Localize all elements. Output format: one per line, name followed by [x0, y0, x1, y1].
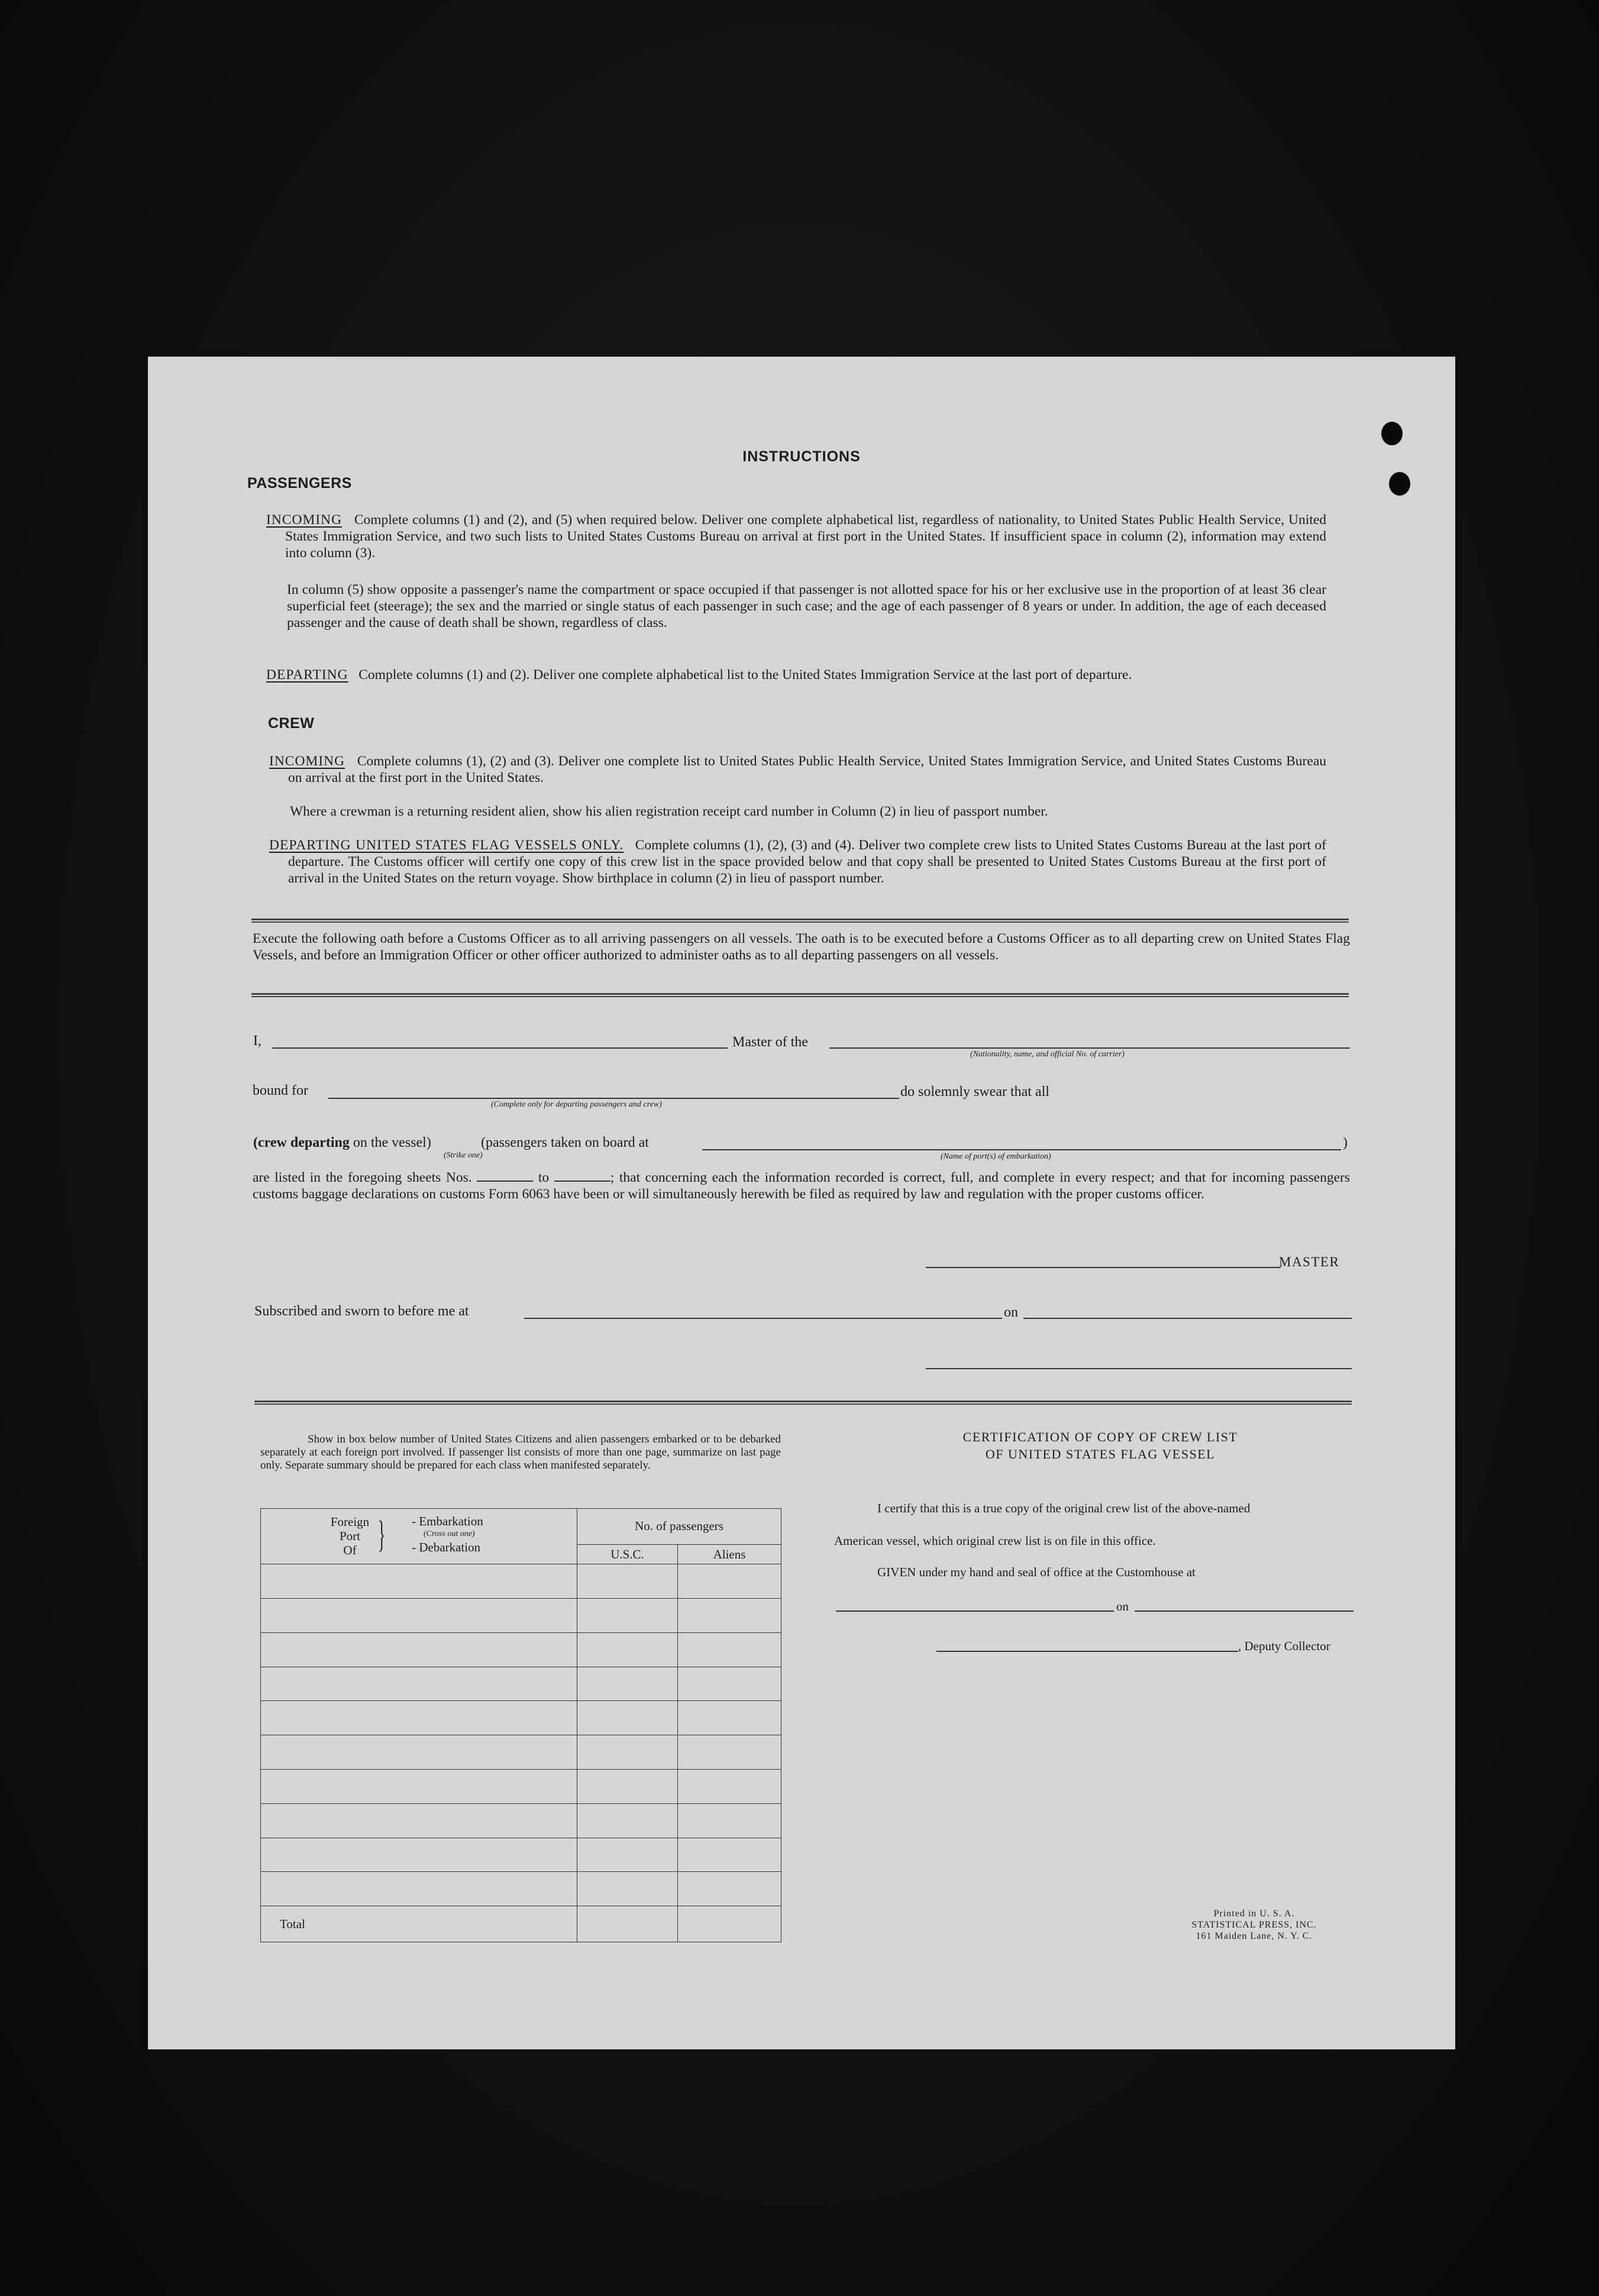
- master-of-the-label: Master of the: [732, 1034, 808, 1050]
- port-label: Port: [339, 1529, 360, 1543]
- on-the-vessel-label: on the vessel): [353, 1135, 431, 1150]
- summary-entry-row: [261, 1769, 781, 1803]
- summary-aliens-cell[interactable]: [678, 1872, 781, 1906]
- subscribed-on-label: on: [1004, 1305, 1018, 1320]
- swear-label: do solemnly swear that all: [900, 1084, 1049, 1100]
- passengers-heading: PASSENGERS: [247, 475, 352, 491]
- crew-departing-vessel-label: [253, 1135, 431, 1151]
- subscribed-place-field[interactable]: [524, 1318, 1002, 1319]
- departing-label: DEPARTING: [266, 667, 348, 683]
- summary-entry-row: [261, 1735, 781, 1770]
- customhouse-field[interactable]: [836, 1611, 1114, 1612]
- passenger-summary-table: [260, 1508, 781, 1942]
- divider-1: [251, 919, 1349, 923]
- usc-header: U.S.C.: [577, 1544, 678, 1564]
- port-header-cell: [261, 1509, 577, 1564]
- embarkation-label: - Embarkation: [412, 1514, 483, 1528]
- summary-usc-cell[interactable]: [577, 1735, 678, 1770]
- divider-3: [254, 1401, 1352, 1405]
- summary-entry-row: [261, 1599, 781, 1633]
- incoming-label: INCOMING: [266, 512, 343, 528]
- summary-port-cell[interactable]: [261, 1769, 577, 1803]
- certification-title-line1: CERTIFICATION OF COPY OF CREW LIST: [962, 1430, 1238, 1444]
- summary-usc-cell[interactable]: [577, 1701, 678, 1735]
- binder-hole-bottom: [1389, 472, 1410, 496]
- listed-2: ; that concerning each the information recorded is correct, full, and complete in every respect; and that for incoming passengers customs baggage declarations on customs Form 6063 have been or will simultaneously herewith be filed as required by law and regulation with the proper customs officer.: [253, 1170, 1351, 1202]
- summary-entry-row: [261, 1838, 781, 1872]
- listed-to: to: [538, 1170, 550, 1185]
- certify-line2: American vessel, which original crew list is on file in this office.: [834, 1534, 1156, 1548]
- certification-title-line2: OF UNITED STATES FLAG VESSEL: [985, 1447, 1216, 1461]
- printer-imprint: [1165, 1908, 1343, 1942]
- imprint-line3: 161 Maiden Lane, N. Y. C.: [1196, 1931, 1313, 1941]
- certification-on-label: on: [1116, 1599, 1129, 1613]
- summary-aliens-cell[interactable]: [678, 1667, 781, 1701]
- summary-instruction: Show in box below number of United States Citizens and alien passengers embarked or to be debarked separately at each foreign port involved. If passenger list consists of more than one page, summarize on last page only. Separate summary should be prepared for each class when manifested separately.: [260, 1433, 781, 1472]
- summary-port-cell[interactable]: [261, 1599, 577, 1633]
- form-page: [148, 357, 1455, 2049]
- crew-departing-label: DEPARTING UNITED STATES FLAG VESSELS ONLY.: [269, 837, 624, 853]
- departing-text: Complete columns (1) and (2). Deliver one complete alphabetical list to the United States Immigration Service at the last port of departure.: [358, 667, 1132, 683]
- instructions-title: INSTRUCTIONS: [742, 448, 861, 465]
- summary-entry-row: [261, 1701, 781, 1735]
- summary-usc-cell[interactable]: [577, 1838, 678, 1872]
- strike-note: (Strike one): [444, 1151, 483, 1160]
- subscribed-label: Subscribed and sworn to before me at: [254, 1304, 469, 1319]
- oath-instruction: Execute the following oath before a Customs Officer as to all arriving passengers on all vessels. The oath is to be executed before a Customs Officer as to all departing crew on United States Flag Vessels, and before an Immigration Officer or other officer authorized to administer oaths as to all departing passengers on all vessels.: [253, 931, 1350, 963]
- summary-rows: [261, 1564, 781, 1906]
- incoming-text: Complete columns (1) and (2), and (5) when required below. Deliver one complete alphabetical list, regardless of nationality, to United States Public Health Service, United States Immigration Service, and two such lists to United States Customs Bureau on arrival at first port in the United States. If insufficient space in column (2), information may extend into column (3).: [285, 512, 1326, 561]
- cross-out-note: (Cross out one): [424, 1529, 475, 1538]
- summary-aliens-cell[interactable]: [678, 1803, 781, 1838]
- imprint-line1: Printed in U. S. A.: [1213, 1909, 1295, 1919]
- summary-port-cell[interactable]: [261, 1803, 577, 1838]
- summary-aliens-cell[interactable]: [678, 1735, 781, 1770]
- crew-departing-instruction: [269, 837, 1326, 887]
- crew-departing-bold: (crew departing: [253, 1135, 350, 1150]
- summary-entry-row: [261, 1632, 781, 1667]
- binder-hole-top: [1381, 422, 1403, 445]
- subscribed-date-field[interactable]: [1023, 1318, 1352, 1319]
- of-label: Of: [343, 1543, 357, 1557]
- deputy-collector-label: , Deputy Collector: [1238, 1639, 1330, 1653]
- summary-port-cell[interactable]: [261, 1872, 577, 1906]
- master-label: MASTER: [1279, 1254, 1340, 1269]
- summary-entry-row: [261, 1803, 781, 1838]
- carrier-note: (Nationality, name, and official No. of carrier): [970, 1050, 1125, 1059]
- crew-heading: CREW: [268, 715, 315, 732]
- summary-port-cell[interactable]: [261, 1735, 577, 1770]
- master-signature-field[interactable]: [926, 1267, 1281, 1268]
- summary-port-cell[interactable]: [261, 1838, 577, 1872]
- summary-usc-cell[interactable]: [577, 1564, 678, 1599]
- crewman-instruction: Where a crewman is a returning resident alien, show his alien registration receipt card number in Column (2) in lieu of passport number.: [290, 804, 1048, 819]
- listed-1: are listed in the foregoing sheets Nos.: [253, 1170, 472, 1185]
- summary-aliens-cell[interactable]: [678, 1632, 781, 1667]
- passengers-departing-instruction: [266, 667, 1326, 683]
- summary-usc-cell[interactable]: [577, 1872, 678, 1906]
- oath-i-label: I,: [253, 1033, 261, 1049]
- summary-usc-cell[interactable]: [577, 1803, 678, 1838]
- summary-aliens-cell[interactable]: [678, 1701, 781, 1735]
- summary-aliens-cell[interactable]: [678, 1838, 781, 1872]
- summary-aliens-cell[interactable]: [678, 1769, 781, 1803]
- no-of-passengers-header: No. of passengers: [577, 1509, 781, 1545]
- given-line: GIVEN under my hand and seal of office at the Customhouse at: [877, 1565, 1196, 1579]
- summary-entry-row: [261, 1564, 781, 1599]
- bound-for-field[interactable]: [328, 1098, 899, 1099]
- summary-usc-cell[interactable]: [577, 1667, 678, 1701]
- summary-aliens-cell[interactable]: [678, 1564, 781, 1599]
- summary-entry-row: [261, 1667, 781, 1701]
- summary-port-cell[interactable]: [261, 1701, 577, 1735]
- summary-usc-cell[interactable]: [577, 1599, 678, 1633]
- ports-note: (Name of port(s) of embarkation): [941, 1152, 1051, 1161]
- foreign-label: Foreign: [330, 1515, 370, 1529]
- summary-port-cell[interactable]: [261, 1564, 577, 1599]
- master-name-field[interactable]: [272, 1047, 728, 1049]
- carrier-field[interactable]: [829, 1047, 1350, 1049]
- crew-incoming-text: Complete columns (1), (2) and (3). Deliver one complete list to United States Public Health Service, United States Immigration Service, and United States Customs Bureau on arrival at the first port in the United States.: [288, 754, 1326, 785]
- imprint-line2: STATISTICAL PRESS, INC.: [1191, 1920, 1317, 1930]
- summary-aliens-cell[interactable]: [678, 1599, 781, 1633]
- certify-line1: I certify that this is a true copy of the original crew list of the above-named: [877, 1501, 1251, 1515]
- summary-total-row: [261, 1906, 781, 1942]
- aliens-header: Aliens: [678, 1544, 781, 1564]
- close-paren: ): [1343, 1135, 1348, 1150]
- certification-title: [840, 1428, 1361, 1463]
- officer-signature-field[interactable]: [926, 1368, 1352, 1369]
- crew-incoming-label: INCOMING: [269, 754, 345, 769]
- crew-departing-text: Complete columns (1), (2), (3) and (4). Deliver two complete crew lists to United States Customs Bureau at the last port of departure. The Customs officer will certify one copy of this crew list in the space provided below and that copy shall be presented to United States Customs Bureau at the first port of arrival in the United States on the return voyage. Show birthplace in column (2) in lieu of passport number.: [288, 837, 1326, 886]
- divider-2: [251, 993, 1349, 997]
- total-aliens-cell[interactable]: [678, 1906, 781, 1942]
- summary-header-row: [261, 1509, 781, 1545]
- embarkation-ports-field[interactable]: [702, 1149, 1341, 1150]
- summary-port-cell[interactable]: [261, 1632, 577, 1667]
- summary-usc-cell[interactable]: [577, 1769, 678, 1803]
- brace: }: [378, 1513, 386, 1555]
- certification-date-field[interactable]: [1135, 1611, 1354, 1612]
- debarkation-label: - Debarkation: [412, 1540, 481, 1554]
- crew-incoming-instruction: [269, 753, 1326, 786]
- summary-usc-cell[interactable]: [577, 1632, 678, 1667]
- passengers-incoming-instruction: [266, 512, 1326, 561]
- passengers-taken-label: (passengers taken on board at: [481, 1135, 649, 1150]
- sheet-to-field[interactable]: [554, 1181, 610, 1182]
- total-label: Total: [261, 1906, 577, 1942]
- column5-instruction: In column (5) show opposite a passenger's name the compartment or space occupied if that passenger is not allotted space for his or her exclusive use in the proportion of at least 36 clear superficial feet (steerage); the sex and the married or single status of each passenger in such case; and the age of each passenger of 8 years or under. In addition, the age of each deceased passenger and the cause of death shall be shown, regardless of class.: [287, 582, 1326, 630]
- listed-statement: [253, 1169, 1350, 1202]
- bound-for-label: bound for: [253, 1083, 308, 1098]
- summary-entry-row: [261, 1872, 781, 1906]
- deputy-signature-field[interactable]: [936, 1651, 1238, 1652]
- summary-port-cell[interactable]: [261, 1667, 577, 1701]
- total-usc-cell[interactable]: [577, 1906, 678, 1942]
- bound-for-note: (Complete only for departing passengers and crew): [491, 1100, 662, 1109]
- sheet-from-field[interactable]: [477, 1181, 533, 1182]
